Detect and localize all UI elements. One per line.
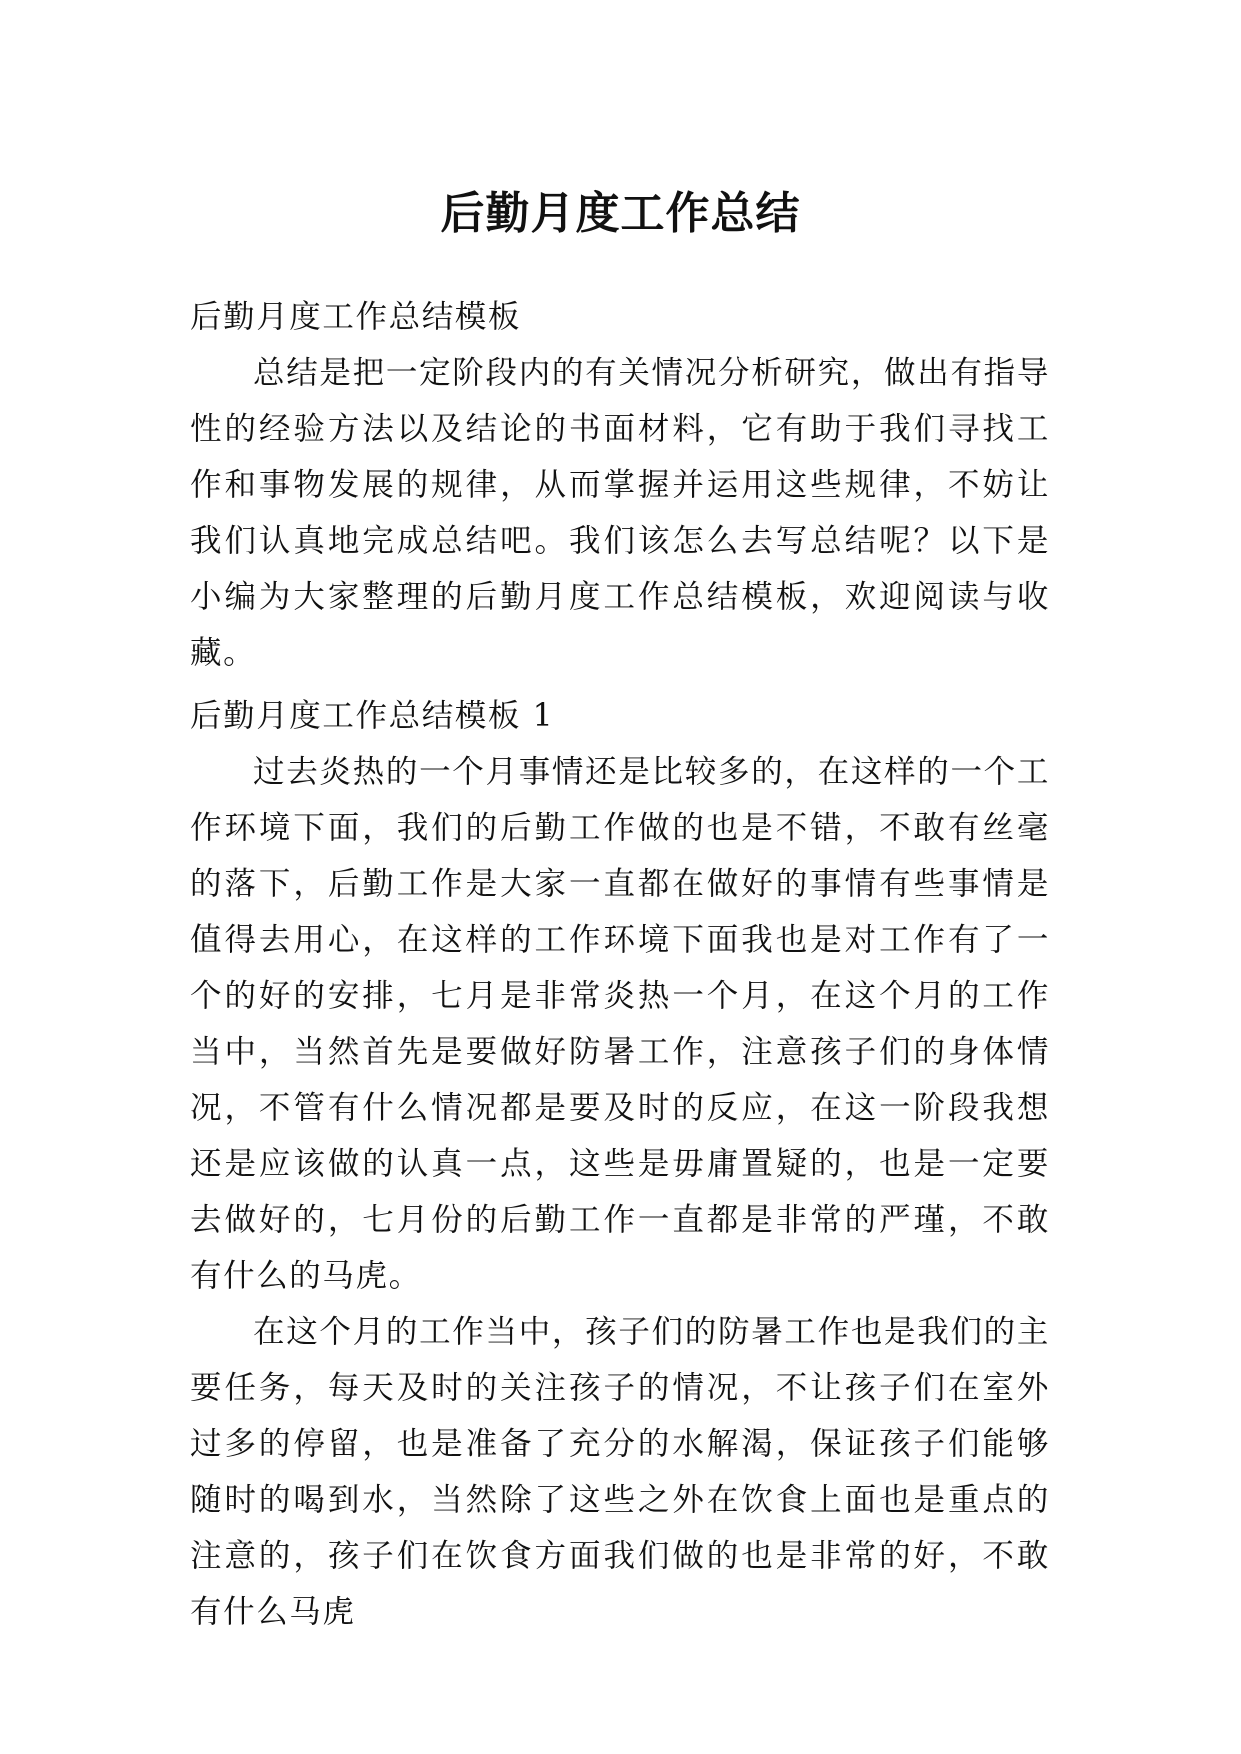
- intro-paragraph: 总结是把一定阶段内的有关情况分析研究，做出有指导性的经验方法以及结论的书面材料，它有助于我们寻找工作和事物发展的规律，从而掌握并运用这些规律，不妨让我们认真地完成总结吧。我们该怎么去写总结呢？以下是小编为大家整理的后勤月度工作总结模板，欢迎阅读与收藏。: [190, 355, 1050, 671]
- section-1-paragraph-2: 在这个月的工作当中，孩子们的防暑工作也是我们的主要任务，每天及时的关注孩子的情况，不让孩子们在室外过多的停留，也是准备了充分的水解渴，保证孩子们能够随时的喝到水，当然除了这些之外在饮食上面也是重点的注意的，孩子们在饮食方面我们做的也是非常的好，不敢有什么马虎: [190, 1314, 1050, 1630]
- intro-heading: 后勤月度工作总结模板: [190, 299, 522, 335]
- section-1: [190, 688, 1050, 1640]
- section-1-paragraph-1: 过去炎热的一个月事情还是比较多的，在这样的一个工作环境下面，我们的后勤工作做的也是不错，不敢有丝毫的落下，后勤工作是大家一直都在做好的事情有些事情是值得去用心，在这样的工作环境下面我也是对工作有了一个的好的安排，七月是非常炎热一个月，在这个月的工作当中，当然首先是要做好防暑工作，注意孩子们的身体情况，不管有什么情况都是要及时的反应，在这一阶段我想还是应该做的认真一点，这些是毋庸置疑的，也是一定要去做好的，七月份的后勤工作一直都是非常的严瑾，不敢有什么的马虎。: [190, 754, 1050, 1294]
- section-1-heading: 后勤月度工作总结模板 1: [190, 698, 555, 734]
- intro-section: [190, 289, 1050, 681]
- document-title: 后勤月度工作总结: [440, 188, 801, 240]
